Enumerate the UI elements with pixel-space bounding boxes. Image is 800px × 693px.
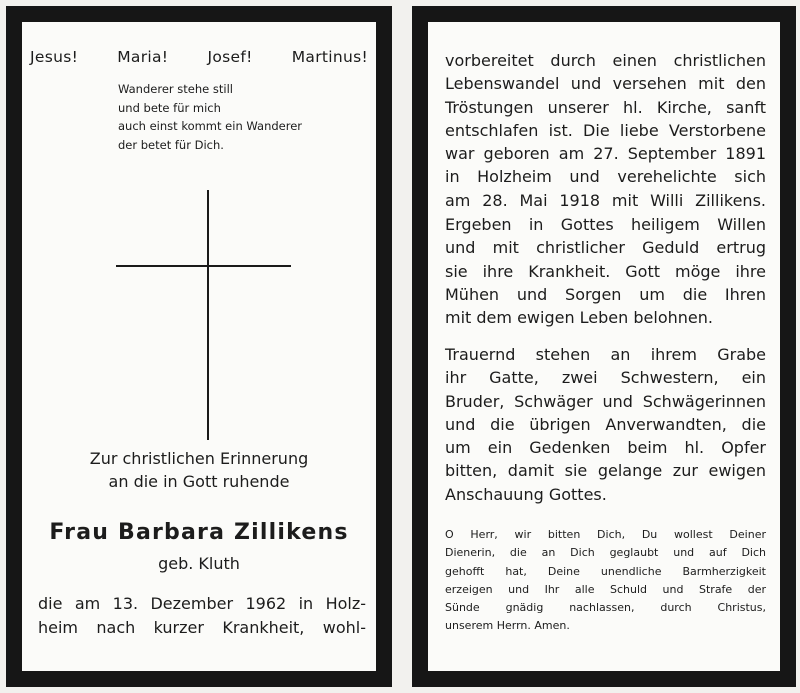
text-line: und mit christlicher Geduld ertrug — [445, 238, 766, 258]
wanderer-verse — [118, 80, 302, 154]
text-line: war geboren am 27. September 1891 — [445, 144, 766, 164]
right-memorial-card — [412, 6, 796, 687]
deceased-name: Frau Barbara Zillikens — [49, 520, 349, 545]
prayer-line: O Herr, wir bitten Dich, Du wollest Deiner — [445, 528, 766, 541]
mourners-paragraph — [445, 343, 766, 506]
cross-horizontal-beam — [116, 265, 291, 267]
text-line: ihr Gatte, zwei Schwestern, ein — [445, 368, 766, 388]
text-line: Tröstungen unserer hl. Kirche, sanft — [445, 97, 766, 117]
memory-line: Zur christlichen Erinnerung — [89, 449, 309, 468]
closing-prayer — [445, 526, 766, 636]
text-line: mit dem ewigen Leben belohnen. — [445, 308, 713, 328]
text-line: um ein Gedenken beim hl. Opfer — [445, 438, 766, 458]
text-line: heim nach kurzer Krankheit, wohl- — [38, 618, 366, 637]
maiden-name: geb. Kluth — [158, 554, 240, 573]
prayer-line: erzeigen und Ihr alle Schuld und Strafe der — [445, 582, 766, 596]
prayer-line: gehofft hat, Deine unendliche Barmherzigkeit — [445, 564, 766, 578]
verse-line: auch einst kommt ein Wanderer — [118, 119, 303, 133]
illness-paragraph — [445, 213, 766, 329]
prayer-line: Sünde gnädig nachlassen, durch Christus, — [445, 601, 766, 615]
prayer-line: Dienerin, die an Dich geglaubt und auf Dich — [445, 546, 766, 560]
text-line: vorbereitet durch einen christlichen — [445, 51, 766, 70]
text-line: Mühen und Sorgen um die Ihren — [445, 284, 766, 304]
text-line: am 28. Mai 1918 mit Willi Zillikens. — [445, 190, 766, 210]
text-line: Anschauung Gottes. — [445, 484, 607, 504]
text-line: sie ihre Krankheit. Gott möge ihre — [445, 261, 766, 281]
memory-line: an die in Gott ruhende — [108, 472, 290, 491]
text-line: Bruder, Schwäger und Schwägerinnen — [445, 391, 766, 411]
saint-josef: Josef! — [207, 48, 253, 66]
text-line: Ergeben in Gottes heiligem Willen — [445, 215, 766, 234]
right-card-content — [428, 22, 780, 671]
text-line: Lebenswandel und versehen mit den — [445, 74, 766, 94]
saint-jesus: Jesus! — [30, 48, 79, 66]
text-line: in Holzheim und verehelichte sich — [445, 167, 766, 187]
saints-invocation — [30, 48, 368, 66]
text-line: entschlafen ist. Die liebe Verstorbene — [445, 120, 766, 140]
text-line: die am 13. Dezember 1962 in Holz- — [38, 594, 366, 613]
left-card-content — [22, 22, 376, 671]
death-notice — [38, 592, 366, 640]
saint-maria: Maria! — [117, 48, 169, 66]
verse-line: und bete für mich — [118, 100, 221, 115]
text-line: und die übrigen Anverwandten, die — [445, 414, 766, 434]
left-memorial-card — [6, 6, 392, 687]
memory-dedication — [22, 447, 376, 493]
text-line: Trauernd stehen an ihrem Grabe — [445, 345, 766, 364]
cross-vertical-beam — [207, 190, 209, 440]
prayer-line: unserem Herrn. Amen. — [445, 619, 570, 633]
saint-martinus: Martinus! — [291, 48, 368, 66]
verse-line: der betet für Dich. — [118, 137, 224, 152]
biography-paragraph — [445, 49, 766, 212]
verse-line: Wanderer stehe still — [118, 82, 233, 96]
text-line: bitten, damit sie gelange zur ewigen — [445, 461, 766, 481]
